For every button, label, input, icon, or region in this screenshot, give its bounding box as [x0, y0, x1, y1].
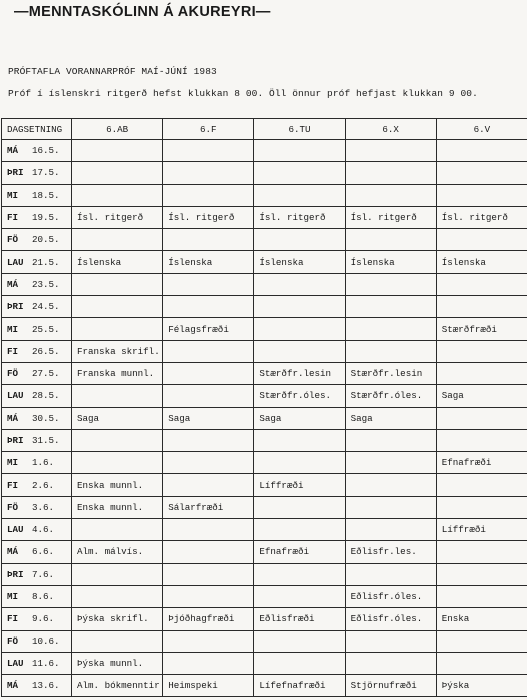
- exam-cell: [163, 140, 254, 162]
- exam-cell: Alm. bókmenntir: [72, 675, 163, 697]
- exam-cell: [254, 273, 345, 295]
- exam-cell: Þýska munnl.: [72, 652, 163, 674]
- table-row: [2, 206, 527, 228]
- table-row: [2, 140, 527, 162]
- exam-cell: [436, 162, 527, 184]
- date-cell: [2, 251, 72, 273]
- exam-cell: [436, 496, 527, 518]
- exam-cell: [436, 652, 527, 674]
- exam-cell: Stærðfr.óles.: [254, 385, 345, 407]
- date-cell: [2, 519, 72, 541]
- exam-cell: [72, 585, 163, 607]
- exam-cell: [163, 541, 254, 563]
- exam-cell: [163, 340, 254, 362]
- date-cell: [2, 407, 72, 429]
- date-cell: [2, 429, 72, 451]
- date-cell: [2, 585, 72, 607]
- exam-cell: Ísl. ritgerð: [72, 206, 163, 228]
- exam-cell: Enska munnl.: [72, 496, 163, 518]
- exam-cell: [345, 496, 436, 518]
- date-cell: [2, 273, 72, 295]
- exam-cell: Líffræði: [436, 519, 527, 541]
- exam-cell: [163, 429, 254, 451]
- table-row: [2, 630, 527, 652]
- weekday-label: MÁ: [7, 546, 19, 558]
- exam-cell: [254, 630, 345, 652]
- exam-cell: [345, 273, 436, 295]
- exam-cell: [436, 541, 527, 563]
- exam-cell: [163, 519, 254, 541]
- date-label: 7.6.: [32, 568, 55, 580]
- exam-cell: [254, 585, 345, 607]
- header-class-6ab: 6.AB: [72, 119, 163, 140]
- exam-cell: [345, 652, 436, 674]
- weekday-label: MÁ: [7, 145, 19, 157]
- exam-cell: [345, 452, 436, 474]
- document-title: PRÓFTAFLA VORANNARPRÓF MAÍ-JÚNÍ 1983: [8, 66, 217, 77]
- weekday-label: MI: [7, 457, 19, 469]
- exam-cell: [345, 429, 436, 451]
- date-cell: [2, 162, 72, 184]
- date-label: 28.5.: [32, 390, 60, 402]
- date-cell: [2, 675, 72, 697]
- weekday-label: MÁ: [7, 680, 19, 692]
- exam-cell: [72, 385, 163, 407]
- date-label: 23.5.: [32, 278, 60, 290]
- exam-cell: [163, 385, 254, 407]
- date-cell: [2, 452, 72, 474]
- exam-cell: [72, 318, 163, 340]
- exam-cell: [72, 273, 163, 295]
- exam-cell: Stjörnufræði: [345, 675, 436, 697]
- exam-cell: [163, 273, 254, 295]
- table-row: [2, 251, 527, 273]
- exam-cell: Stærðfræði: [436, 318, 527, 340]
- exam-schedule-table: [1, 118, 527, 697]
- schedule-body: [2, 140, 527, 697]
- exam-cell: [345, 519, 436, 541]
- table-row: [2, 407, 527, 429]
- exam-cell: Þýska: [436, 675, 527, 697]
- exam-cell: Enska: [436, 608, 527, 630]
- exam-cell: Stærðfr.lesin: [254, 362, 345, 384]
- exam-cell: Saga: [72, 407, 163, 429]
- exam-cell: Íslenska: [72, 251, 163, 273]
- exam-cell: [254, 429, 345, 451]
- exam-cell: Eðlisfr.les.: [345, 541, 436, 563]
- exam-cell: [345, 184, 436, 206]
- weekday-label: LAU: [7, 524, 24, 536]
- date-cell: [2, 630, 72, 652]
- date-cell: [2, 229, 72, 251]
- exam-cell: [436, 296, 527, 318]
- date-label: 20.5.: [32, 234, 60, 246]
- exam-cell: Ísl. ritgerð: [345, 206, 436, 228]
- exam-cell: [436, 229, 527, 251]
- weekday-label: MI: [7, 323, 19, 335]
- weekday-label: LAU: [7, 657, 24, 669]
- exam-cell: [72, 162, 163, 184]
- date-label: 13.6.: [32, 680, 60, 692]
- weekday-label: MI: [7, 591, 19, 603]
- weekday-label: ÞRI: [7, 435, 24, 446]
- exam-cell: Ísl. ritgerð: [436, 206, 527, 228]
- exam-cell: [345, 162, 436, 184]
- table-row: [2, 229, 527, 251]
- weekday-label: FÖ: [7, 368, 19, 380]
- exam-cell: [163, 652, 254, 674]
- date-label: 17.5.: [32, 167, 60, 179]
- exam-cell: Sálarfræði: [163, 496, 254, 518]
- exam-cell: [436, 184, 527, 206]
- exam-cell: Íslenska: [345, 251, 436, 273]
- weekday-label: FI: [7, 345, 19, 357]
- exam-cell: [345, 140, 436, 162]
- date-cell: [2, 496, 72, 518]
- weekday-label: FÖ: [7, 635, 19, 647]
- exam-cell: [345, 340, 436, 362]
- exam-cell: [254, 452, 345, 474]
- date-cell: [2, 608, 72, 630]
- exam-cell: Franska skrifl.: [72, 340, 163, 362]
- table-row: [2, 340, 527, 362]
- exam-cell: [163, 452, 254, 474]
- table-row: [2, 563, 527, 585]
- weekday-label: ÞRI: [7, 568, 24, 580]
- exam-cell: [254, 140, 345, 162]
- exam-cell: [163, 474, 254, 496]
- date-label: 4.6.: [32, 524, 55, 536]
- date-label: 3.6.: [32, 501, 55, 513]
- table-row: [2, 452, 527, 474]
- exam-cell: [72, 296, 163, 318]
- table-row: [2, 318, 527, 340]
- exam-cell: Saga: [345, 407, 436, 429]
- date-label: 24.5.: [32, 301, 60, 313]
- date-label: 18.5.: [32, 189, 60, 201]
- exam-cell: [436, 474, 527, 496]
- exam-cell: [163, 162, 254, 184]
- exam-cell: Ísl. ritgerð: [254, 206, 345, 228]
- table-row: [2, 429, 527, 451]
- weekday-label: LAU: [7, 256, 24, 268]
- exam-cell: Stærðfr.óles.: [345, 385, 436, 407]
- exam-cell: Franska munnl.: [72, 362, 163, 384]
- table-row: [2, 608, 527, 630]
- exam-cell: Stærðfr.lesin: [345, 362, 436, 384]
- exam-cell: Saga: [254, 407, 345, 429]
- exam-cell: Saga: [163, 407, 254, 429]
- table-row: [2, 585, 527, 607]
- weekday-label: FI: [7, 613, 19, 625]
- header-class-6v: 6.V: [436, 119, 527, 140]
- header-date: DAGSETNING: [2, 119, 72, 140]
- exam-cell: [345, 630, 436, 652]
- table-row: [2, 474, 527, 496]
- exam-cell: [254, 519, 345, 541]
- date-label: 27.5.: [32, 368, 60, 380]
- table-row: [2, 652, 527, 674]
- header-row: [2, 119, 527, 140]
- exam-cell: [163, 585, 254, 607]
- exam-cell: [254, 229, 345, 251]
- exam-cell: [436, 563, 527, 585]
- exam-cell: Ísl. ritgerð: [163, 206, 254, 228]
- weekday-label: MI: [7, 189, 19, 201]
- weekday-label: FÖ: [7, 501, 19, 513]
- date-label: 11.6.: [32, 657, 60, 669]
- weekday-label: FÖ: [7, 234, 19, 246]
- exam-cell: [436, 429, 527, 451]
- table-row: [2, 184, 527, 206]
- exam-cell: [345, 563, 436, 585]
- exam-cell: [72, 452, 163, 474]
- exam-cell: [436, 630, 527, 652]
- exam-cell: [345, 229, 436, 251]
- exam-cell: [345, 474, 436, 496]
- date-label: 2.6.: [32, 479, 55, 491]
- table-row: [2, 385, 527, 407]
- exam-cell: [72, 630, 163, 652]
- exam-cell: Heimspeki: [163, 675, 254, 697]
- exam-cell: Íslenska: [436, 251, 527, 273]
- exam-cell: [436, 407, 527, 429]
- exam-cell: Eðlisfræði: [254, 608, 345, 630]
- date-cell: [2, 541, 72, 563]
- date-cell: [2, 385, 72, 407]
- exam-cell: [254, 162, 345, 184]
- weekday-label: LAU: [7, 390, 24, 402]
- exam-cell: [163, 296, 254, 318]
- weekday-label: ÞRI: [7, 301, 24, 313]
- exam-cell: [72, 563, 163, 585]
- weekday-label: ÞRI: [7, 167, 24, 179]
- exam-cell: [254, 496, 345, 518]
- exam-cell: Saga: [436, 385, 527, 407]
- exam-cell: [436, 140, 527, 162]
- exam-cell: [163, 184, 254, 206]
- table-row: [2, 273, 527, 295]
- exam-cell: [163, 229, 254, 251]
- table-row: [2, 675, 527, 697]
- exam-cell: [345, 296, 436, 318]
- table-row: [2, 541, 527, 563]
- date-label: 26.5.: [32, 345, 60, 357]
- exam-cell: Efnafræði: [436, 452, 527, 474]
- exam-cell: [254, 184, 345, 206]
- exam-cell: Þjóðhagfræði: [163, 608, 254, 630]
- exam-cell: Þýska skrifl.: [72, 608, 163, 630]
- exam-cell: [72, 519, 163, 541]
- date-cell: [2, 296, 72, 318]
- weekday-label: MÁ: [7, 278, 19, 290]
- date-cell: [2, 140, 72, 162]
- exam-cell: Eðlisfr.óles.: [345, 585, 436, 607]
- exam-cell: [254, 318, 345, 340]
- date-label: 9.6.: [32, 613, 55, 625]
- date-label: 10.6.: [32, 635, 60, 647]
- table-row: [2, 362, 527, 384]
- weekday-label: MÁ: [7, 412, 19, 424]
- date-label: 1.6.: [32, 457, 55, 469]
- exam-cell: Alm. málvís.: [72, 541, 163, 563]
- exam-cell: Íslenska: [163, 251, 254, 273]
- date-label: 25.5.: [32, 323, 60, 335]
- exam-cell: [254, 340, 345, 362]
- exam-cell: Enska munnl.: [72, 474, 163, 496]
- date-cell: [2, 474, 72, 496]
- table-row: [2, 296, 527, 318]
- exam-cell: [72, 429, 163, 451]
- date-label: 31.5.: [32, 435, 60, 446]
- exam-cell: [72, 184, 163, 206]
- exam-cell: [163, 563, 254, 585]
- date-cell: [2, 563, 72, 585]
- exam-time-notice: Próf í íslenskri ritgerð hefst klukkan 8 00. Öll önnur próf hefjast klukkan 9 00.: [8, 88, 478, 99]
- date-label: 16.5.: [32, 145, 60, 157]
- date-cell: [2, 362, 72, 384]
- table-row: [2, 162, 527, 184]
- date-label: 19.5.: [32, 212, 60, 224]
- exam-cell: [72, 229, 163, 251]
- header-class-6f: 6.F: [163, 119, 254, 140]
- weekday-label: FI: [7, 212, 19, 224]
- date-label: 30.5.: [32, 412, 60, 424]
- exam-cell: [436, 273, 527, 295]
- exam-cell: Líffræði: [254, 474, 345, 496]
- table-row: [2, 496, 527, 518]
- exam-cell: Eðlisfr.óles.: [345, 608, 436, 630]
- exam-cell: [254, 563, 345, 585]
- date-cell: [2, 652, 72, 674]
- weekday-label: FI: [7, 479, 19, 491]
- school-letterhead: —MENNTASKÓLINN Á AKUREYRI—: [14, 4, 271, 20]
- exam-cell: Félagsfræði: [163, 318, 254, 340]
- exam-cell: [436, 362, 527, 384]
- exam-cell: Íslenska: [254, 251, 345, 273]
- table-row: [2, 519, 527, 541]
- exam-cell: Efnafræði: [254, 541, 345, 563]
- date-cell: [2, 340, 72, 362]
- exam-cell: [163, 630, 254, 652]
- header-class-6x: 6.X: [345, 119, 436, 140]
- date-label: 6.6.: [32, 546, 55, 558]
- exam-cell: [163, 362, 254, 384]
- exam-cell: [436, 585, 527, 607]
- date-cell: [2, 184, 72, 206]
- header-class-6tu: 6.TU: [254, 119, 345, 140]
- exam-cell: [254, 296, 345, 318]
- exam-cell: [345, 318, 436, 340]
- exam-cell: Lífefnafræði: [254, 675, 345, 697]
- date-label: 8.6.: [32, 591, 55, 603]
- exam-cell: [72, 140, 163, 162]
- exam-cell: [254, 652, 345, 674]
- date-cell: [2, 206, 72, 228]
- date-cell: [2, 318, 72, 340]
- date-label: 21.5.: [32, 256, 60, 268]
- exam-cell: [436, 340, 527, 362]
- schedule-header: [2, 119, 527, 140]
